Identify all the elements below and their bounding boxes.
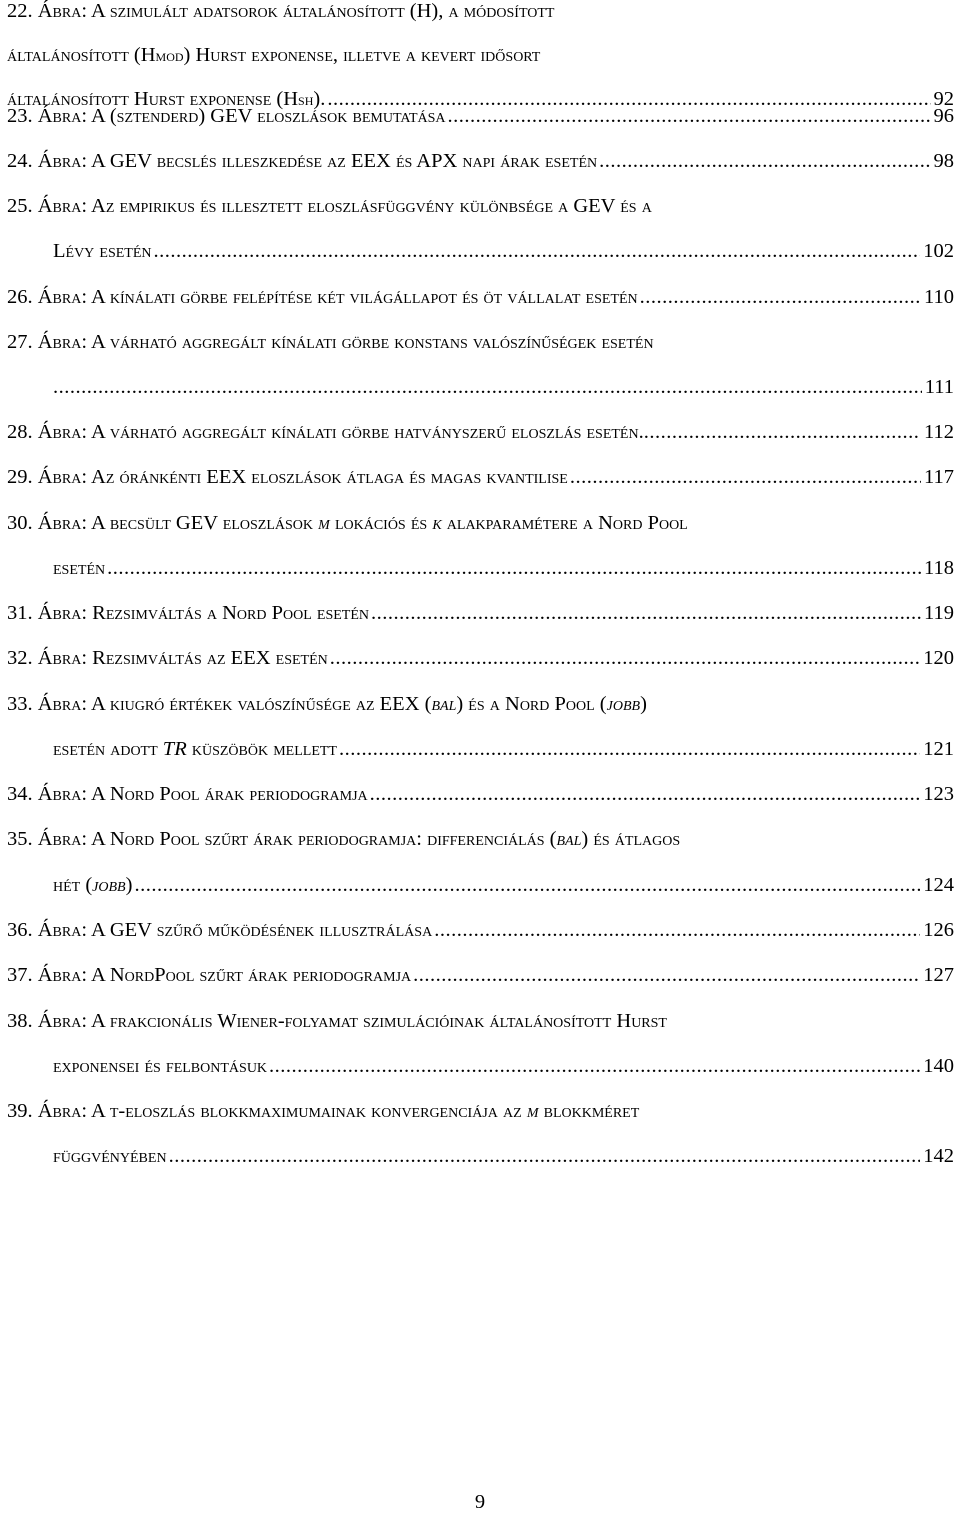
- entry-title: Ábra: A kiugró értékek valószínűsége az EEX (bal) és a Nord Pool (jobb): [37, 693, 647, 715]
- figure-entry-34: 34. Ábra: A Nord Pool árak periodogramja ..... 123: [7, 783, 954, 806]
- page-number[interactable]: 121: [923, 738, 954, 760]
- dot-leader: [269, 1055, 920, 1078]
- entry-continuation: függvényében ..... 142: [53, 1145, 954, 1168]
- page-number[interactable]: 111: [924, 376, 954, 398]
- entry-title: Ábra: Rezsimváltás az EEX esetén: [37, 647, 328, 669]
- page-number[interactable]: 112: [924, 421, 954, 443]
- entry-title: Ábra: A t-eloszlás blokkmaximumainak konvergenciája az m blokkméret: [37, 1100, 640, 1122]
- dot-leader: [599, 150, 930, 173]
- figure-entry-23: 23. Ábra: A (sztenderd) GEV eloszlások bemutatása ..... 96: [7, 105, 954, 128]
- subscript: MOD: [155, 50, 184, 64]
- page-number[interactable]: 118: [924, 557, 954, 579]
- entry-title: Ábra: A becsült GEV eloszlások μ lokációs és k alakparamétere a Nord Pool: [37, 512, 688, 534]
- entry-continuation: Lévy esetén ..... 102: [53, 240, 954, 263]
- figure-entry-27: 27. Ábra: A várható aggregált kínálati görbe konstans valószínűségek esetén: [7, 331, 654, 353]
- mu-symbol: μ: [318, 512, 330, 534]
- dot-leader: [434, 919, 920, 942]
- entry-title: Ábra: A (sztenderd) GEV eloszlások bemutatása: [37, 105, 446, 127]
- entry-title: Ábra: A kínálati görbe felépítése két világállapot és öt vállalat esetén: [37, 286, 638, 308]
- figure-entry-35: 35. Ábra: A Nord Pool szűrt árak periodogramja: differenciálás (bal) és átlagos: [7, 828, 681, 850]
- page-number[interactable]: 142: [923, 1145, 954, 1167]
- page-number[interactable]: 102: [923, 240, 954, 262]
- page-number[interactable]: 92: [933, 88, 954, 110]
- figure-entry-32: 32. Ábra: Rezsimváltás az EEX esetén ..... 120: [7, 647, 954, 670]
- entry-title: Ábra: A GEV szűrő működésének illusztrálása: [37, 919, 433, 941]
- dot-leader: [339, 738, 920, 761]
- figure-entry-36: 36. Ábra: A GEV szűrő működésének illusztrálása ..... 126: [7, 919, 954, 942]
- figure-entry-31: 31. Ábra: Rezsimváltás a Nord Pool esetén ..... 119: [7, 602, 954, 625]
- figure-entry-29: 29. Ábra: Az óránkénti EEX eloszlások átlaga és magas kvantilise ..... 117: [7, 466, 954, 489]
- page-number[interactable]: 96: [933, 105, 954, 127]
- page-number[interactable]: 126: [923, 919, 954, 941]
- dot-leader: [413, 964, 920, 987]
- dot-leader: [134, 874, 920, 897]
- page-number[interactable]: 110: [924, 286, 954, 308]
- entry-continuation: exponensei és felbontásuk ..... 140: [53, 1055, 954, 1078]
- dot-leader: [53, 376, 922, 399]
- page-number[interactable]: 119: [924, 602, 954, 624]
- figure-entry-24: 24. Ábra: A GEV becslés illeszkedése az EEX és APX napi árak esetén ..... 98: [7, 150, 954, 173]
- dot-leader: [640, 286, 921, 309]
- entry-continuation: [53, 376, 954, 399]
- figure-entry-25: 25. Ábra: Az empirikus és illesztett eloszlásfüggvény különbsége a GEV és a: [7, 195, 652, 217]
- dot-leader: [644, 421, 920, 444]
- dot-leader: [107, 557, 921, 580]
- page-number[interactable]: 120: [923, 647, 954, 669]
- entry-line: 22. Ábra: A szimulált adatsorok általánosított (H), a módosított: [7, 0, 555, 22]
- dot-leader: [371, 602, 921, 625]
- entry-continuation: esetén adott TR küszöbök mellett ..... 121: [53, 738, 954, 761]
- dot-leader: [370, 783, 921, 806]
- page-number[interactable]: 124: [923, 874, 954, 896]
- figure-entry-38: 38. Ábra: A frakcionális Wiener-folyamat szimulációinak általánosított Hurst: [7, 1010, 667, 1032]
- dot-leader: [570, 466, 921, 489]
- entry-title: Ábra: Rezsimváltás a Nord Pool esetén: [37, 602, 370, 624]
- entry-title: Ábra: A várható aggregált kínálati görbe konstans valószínűségek esetén: [37, 331, 654, 353]
- page-number[interactable]: 123: [923, 783, 954, 805]
- entry-title: Ábra: Az empirikus és illesztett eloszlásfüggvény különbsége a GEV és a: [37, 195, 652, 217]
- page-number[interactable]: 140: [923, 1055, 954, 1077]
- entry-line: általánosított (H MOD ) Hurst exponense, illetve a kevert idősort: [7, 44, 541, 66]
- dot-leader: [330, 647, 920, 670]
- entry-title: Ábra: A várható aggregált kínálati görbe hatványszerű eloszlás esetén.: [37, 421, 644, 443]
- entry-title: Ábra: A frakcionális Wiener-folyamat szimulációinak általánosított Hurst: [37, 1010, 667, 1032]
- entry-title: Ábra: A NordPool szűrt árak periodogramja: [37, 964, 412, 986]
- figure-entry-37: 37. Ábra: A NordPool szűrt árak periodogramja ..... 127: [7, 964, 954, 987]
- entry-continuation: hét (jobb) ..... 124: [53, 874, 954, 897]
- subscript: SH: [298, 94, 314, 108]
- page-number[interactable]: 98: [933, 150, 954, 172]
- k-symbol: k: [432, 512, 442, 534]
- entry-title: Ábra: Az óránkénti EEX eloszlások átlaga és magas kvantilise: [37, 466, 568, 488]
- figure-entry-26: 26. Ábra: A kínálati görbe felépítése két világállapot és öt vállalat esetén ..... 110: [7, 286, 954, 309]
- dot-leader: [154, 240, 921, 263]
- dot-leader: [448, 105, 931, 128]
- page-number[interactable]: 127: [923, 964, 954, 986]
- tr-symbol: TR: [162, 738, 187, 760]
- figure-entry-30: 30. Ábra: A becsült GEV eloszlások μ lokációs és k alakparamétere a Nord Pool: [7, 512, 688, 534]
- figure-entry-33: 33. Ábra: A kiugró értékek valószínűsége az EEX (bal) és a Nord Pool (jobb): [7, 693, 647, 715]
- dot-leader: [169, 1145, 921, 1168]
- entry-title: Ábra: A Nord Pool szűrt árak periodogramja: differenciálás (bal) és átlagos: [37, 828, 681, 850]
- m-symbol: m: [526, 1100, 539, 1122]
- entry-line: általánosított Hurst exponense (H SH ). ..... 92: [7, 88, 954, 111]
- entry-title: Ábra: A Nord Pool árak periodogramja: [37, 783, 368, 805]
- page-number[interactable]: 117: [924, 466, 954, 488]
- entry-title: Ábra: A szimulált adatsorok általánosított (H), a módosított: [37, 0, 555, 22]
- figure-entry-28: 28. Ábra: A várható aggregált kínálati görbe hatványszerű eloszlás esetén. ..... 112: [7, 421, 954, 444]
- entry-title: Ábra: A GEV becslés illeszkedése az EEX és APX napi árak esetén: [37, 150, 598, 172]
- figure-entry-39: 39. Ábra: A t-eloszlás blokkmaximumainak konvergenciája az m blokkméret: [7, 1100, 640, 1122]
- page-folio-number: 9: [474, 1491, 486, 1513]
- entry-continuation: esetén ..... 118: [53, 557, 954, 580]
